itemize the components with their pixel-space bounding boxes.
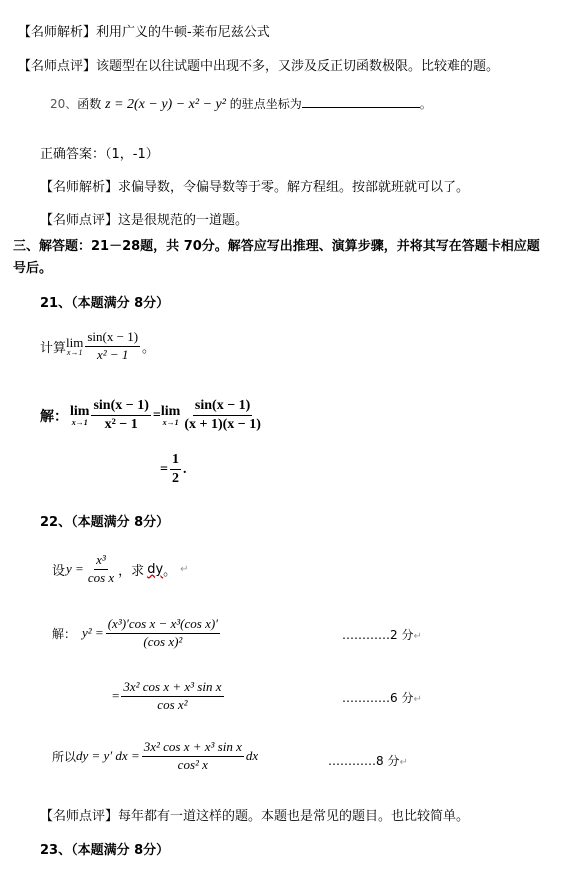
question-20 bbox=[50, 95, 432, 113]
comment-text: 该题型在以往试题中出现不多，又涉及反正切函数极限。比较难的题。 bbox=[96, 59, 500, 74]
section-heading-line2: 号后。 bbox=[13, 261, 53, 276]
equals: = bbox=[152, 407, 161, 423]
fraction-2 bbox=[182, 398, 263, 433]
numerator: 3x² cos x + x³ sin x bbox=[121, 680, 223, 697]
lim-text: lim bbox=[160, 403, 181, 419]
result-fraction bbox=[170, 452, 181, 487]
question-suffix: 的驻点坐标为 bbox=[229, 97, 302, 111]
prompt-text: 计算 bbox=[40, 340, 67, 356]
score-2 bbox=[342, 626, 422, 643]
ask-end: 。 bbox=[163, 563, 177, 579]
analysis-20 bbox=[40, 176, 469, 195]
question-21-result bbox=[160, 452, 186, 487]
lhs: dy = y′ dx = bbox=[76, 748, 140, 764]
denominator: cos x bbox=[87, 569, 115, 585]
y-equals: y = bbox=[66, 561, 84, 577]
numerator: (x³)′cos x − x³(cos x)′ bbox=[106, 617, 220, 634]
numerator: sin(x − 1) bbox=[193, 398, 252, 416]
lim-subscript: x→1 bbox=[162, 417, 179, 427]
tag: 【名师点评】 bbox=[40, 809, 119, 824]
question-number: 20、 bbox=[50, 97, 78, 111]
solution-label: 解： bbox=[40, 408, 68, 425]
question-21-solution bbox=[40, 398, 265, 433]
question-22-prompt bbox=[52, 553, 189, 586]
numerator: sin(x − 1) bbox=[85, 330, 140, 347]
question-22-header: 22、（本题满分 8分） bbox=[40, 515, 170, 530]
paragraph-mark-icon: ↵ bbox=[413, 631, 422, 642]
paragraph-mark-icon: ↵ bbox=[413, 694, 422, 705]
denominator: 2 bbox=[171, 471, 179, 487]
paragraph-mark-icon: ↵ bbox=[399, 757, 408, 768]
denominator: x² − 1 bbox=[104, 417, 138, 433]
score-6 bbox=[342, 689, 422, 706]
tag: 【名师解析】 bbox=[40, 180, 119, 195]
limit-operator-2 bbox=[161, 405, 180, 427]
lim-subscript: x→1 bbox=[71, 417, 88, 427]
numerator: 3x² cos x + x³ sin x bbox=[142, 740, 244, 757]
limit-operator bbox=[70, 405, 89, 427]
lim-subscript: x→1 bbox=[66, 347, 83, 357]
prompt-text: 设 bbox=[52, 563, 66, 579]
denominator: x² − 1 bbox=[96, 346, 129, 362]
score-text: …………8 分 bbox=[328, 754, 400, 768]
fraction bbox=[106, 617, 220, 650]
comment-22 bbox=[40, 805, 469, 824]
score-text: …………6 分 bbox=[342, 691, 414, 705]
denominator: cos² x bbox=[177, 756, 208, 772]
fraction bbox=[86, 553, 116, 586]
score-8 bbox=[328, 752, 408, 769]
question-end: 。 bbox=[419, 97, 432, 111]
step-prefix: 所以 bbox=[52, 749, 77, 764]
numerator: x³ bbox=[94, 553, 108, 570]
answer-value: （1，-1） bbox=[105, 147, 159, 162]
question-21-prompt bbox=[40, 330, 155, 363]
tag: 【名师点评】 bbox=[18, 59, 97, 74]
question-23-header: 23、（本题满分 8分） bbox=[40, 843, 170, 858]
comment-20 bbox=[40, 209, 248, 228]
fraction-1 bbox=[91, 398, 150, 433]
question-prefix: 函数 bbox=[77, 97, 102, 111]
comment-text: 每年都有一道这样的题。本题也是常见的题目。也比较简单。 bbox=[118, 809, 470, 824]
prompt-end: 。 bbox=[142, 340, 156, 356]
answer-20 bbox=[40, 143, 159, 162]
analysis-text: 利用广义的牛顿-莱布尼兹公式 bbox=[96, 25, 270, 40]
answer-label: 正确答案： bbox=[40, 147, 106, 162]
denominator: (x + 1)(x − 1) bbox=[184, 417, 261, 433]
lim-text: lim bbox=[70, 403, 90, 419]
question-22-step-3 bbox=[52, 740, 258, 773]
solution-label: 解： bbox=[52, 626, 77, 641]
answer-blank[interactable] bbox=[302, 96, 420, 108]
tag: 【名师解析】 bbox=[18, 25, 97, 40]
lim-text: lim bbox=[66, 334, 84, 350]
result-end: . bbox=[182, 461, 187, 477]
ask-text: ，求 bbox=[118, 563, 145, 579]
dx-term: dx bbox=[245, 748, 259, 764]
question-21-header: 21、（本题满分 8分） bbox=[40, 296, 170, 311]
comment-text: 这是很规范的一道题。 bbox=[118, 213, 249, 228]
score-text: …………2 分 bbox=[342, 628, 414, 642]
analysis-text: 求偏导数，令偏导数等于零。解方程组。按部就班就可以了。 bbox=[118, 180, 470, 195]
lhs: y² = bbox=[82, 625, 104, 641]
fraction bbox=[85, 330, 140, 363]
numerator: sin(x − 1) bbox=[91, 398, 150, 416]
equals: = bbox=[112, 688, 120, 704]
question-22-step-1 bbox=[52, 617, 222, 650]
limit-operator bbox=[66, 336, 83, 357]
fraction bbox=[121, 680, 223, 713]
numerator: 1 bbox=[170, 452, 181, 470]
denominator: (cos x)² bbox=[143, 633, 183, 649]
section-heading-line1: 三、解答题：21－28题，共 70分。解答应写出推理、演算步骤，并将其写在答题卡相应题 bbox=[13, 239, 540, 254]
dy-term: dy bbox=[147, 561, 164, 577]
tag: 【名师点评】 bbox=[40, 213, 119, 228]
denominator: cos x² bbox=[157, 696, 188, 712]
formula: z = 2(x − y) − x² − y² bbox=[105, 97, 226, 112]
analysis-19 bbox=[18, 21, 270, 40]
equals: = bbox=[160, 461, 168, 477]
question-22-step-2 bbox=[112, 680, 226, 713]
fraction bbox=[142, 740, 244, 773]
paragraph-mark-icon: ↵ bbox=[180, 563, 189, 575]
comment-19 bbox=[18, 55, 499, 74]
